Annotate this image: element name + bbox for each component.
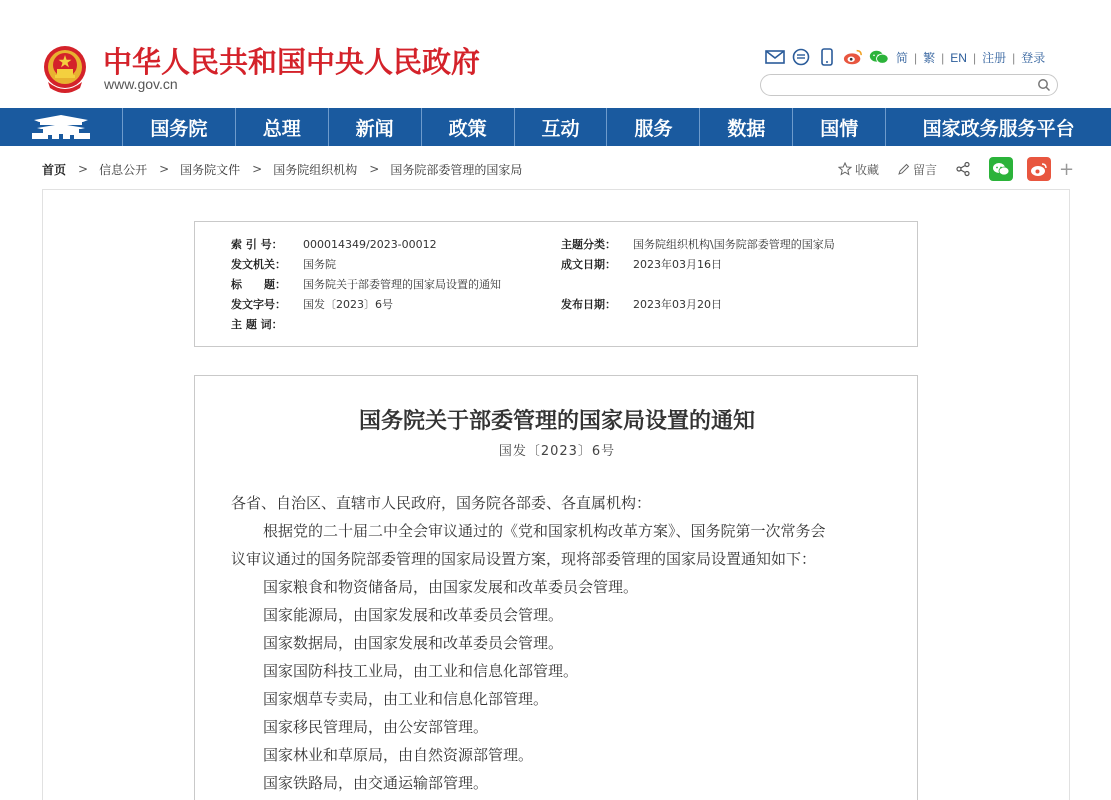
info-published-row — [561, 296, 722, 312]
nav-item-data[interactable]: 数据 — [700, 108, 793, 146]
intro-paragraph-line: 根据党的二十届二中全会审议通过的《党和国家机构改革方案》、国务院第一次常务会 — [263, 522, 826, 540]
nav-item-policy[interactable]: 政策 — [422, 108, 515, 146]
info-value: 国发〔2023〕6号 — [303, 298, 393, 311]
site-header — [0, 0, 1111, 108]
link-separator: | — [941, 50, 945, 65]
info-label: 发文机关： — [231, 258, 286, 271]
info-issuer-row — [231, 256, 336, 272]
chevron-right-icon: > — [78, 162, 89, 176]
info-index-row — [231, 236, 437, 252]
search-input[interactable] — [771, 76, 1041, 96]
message-icon[interactable] — [791, 47, 811, 67]
nav-item-news[interactable]: 新闻 — [329, 108, 422, 146]
info-value: 国务院组织机构\国务院部委管理的国家局 — [633, 238, 835, 251]
tiananmen-home-icon — [28, 114, 94, 140]
simplified-chinese-link[interactable]: 简 — [896, 51, 909, 65]
wechat-icon — [992, 162, 1010, 177]
document-info-box — [194, 221, 918, 347]
info-docno-row — [231, 296, 393, 312]
nav-item-service-platform[interactable]: 国家政务服务平台 — [922, 117, 1075, 140]
comment-button[interactable] — [897, 161, 937, 178]
info-value: 2023年03月20日 — [633, 298, 722, 311]
info-keywords-row — [231, 316, 303, 332]
info-label: 标 题： — [231, 278, 286, 291]
share-icon — [955, 161, 971, 177]
main-nav — [0, 108, 1111, 146]
info-label: 发布日期： — [561, 298, 616, 311]
list-item: 国家数据局，由国家发展和改革委员会管理。 — [263, 634, 564, 652]
share-wechat-button[interactable] — [989, 157, 1013, 181]
info-label: 成文日期： — [561, 258, 616, 271]
share-button[interactable] — [955, 161, 971, 177]
salutation: 各省、自治区、直辖市人民政府，国务院各部委、各直属机构： — [231, 494, 652, 512]
wechat-icon[interactable] — [869, 47, 889, 67]
article-title: 国务院关于部委管理的国家局设置的通知 — [358, 409, 755, 434]
link-separator: | — [914, 50, 918, 65]
link-separator: | — [1012, 50, 1016, 65]
star-icon — [838, 162, 852, 176]
nav-home[interactable] — [0, 108, 123, 146]
list-item: 国家粮食和物资储备局，由国家发展和改革委员会管理。 — [263, 578, 639, 596]
top-links — [896, 49, 1045, 66]
top-icon-bar — [765, 46, 889, 68]
breadcrumb-state-council-docs[interactable]: 国务院文件 — [180, 162, 241, 177]
english-link[interactable]: EN — [950, 50, 967, 65]
nav-item-national-info[interactable]: 国情 — [793, 108, 886, 146]
national-emblem-icon[interactable] — [42, 44, 88, 94]
info-label: 索 引 号： — [231, 238, 283, 251]
weibo-icon[interactable] — [843, 47, 863, 67]
site-url[interactable]: www.gov.cn — [104, 76, 178, 92]
info-label: 主题分类： — [561, 238, 616, 251]
chevron-right-icon: > — [252, 162, 263, 176]
breadcrumb-info-disclosure[interactable]: 信息公开 — [99, 162, 148, 177]
info-topic-row — [561, 236, 835, 252]
nav-item-state-council[interactable]: 国务院 — [123, 108, 236, 146]
register-link[interactable]: 注册 — [982, 51, 1007, 65]
list-item: 国家能源局，由国家发展和改革委员会管理。 — [263, 606, 564, 624]
nav-item-premier[interactable]: 总理 — [236, 108, 329, 146]
list-item: 国家铁路局，由交通运输部管理。 — [263, 774, 489, 792]
more-share-icon[interactable]: + — [1059, 158, 1075, 180]
chevron-right-icon: > — [369, 162, 380, 176]
info-label: 主 题 词： — [231, 318, 283, 331]
breadcrumb-organizations[interactable]: 国务院组织机构 — [273, 162, 358, 177]
list-item: 国家移民管理局，由公安部管理。 — [263, 718, 489, 736]
article-doc-number: 国发〔2023〕6号 — [498, 444, 616, 459]
article-tools — [838, 156, 1074, 182]
info-value: 国务院关于部委管理的国家局设置的通知 — [303, 278, 501, 291]
info-created-row — [561, 256, 722, 272]
favorite-label: 收藏 — [855, 162, 880, 177]
list-item: 国家林业和草原局，由自然资源部管理。 — [263, 746, 534, 764]
list-item: 国家国防科技工业局，由工业和信息化部管理。 — [263, 662, 579, 680]
phone-icon[interactable] — [817, 47, 837, 67]
breadcrumb-national-bureaus[interactable]: 国务院部委管理的国家局 — [390, 162, 523, 177]
site-title[interactable]: 中华人民共和国中央人民政府 — [103, 45, 481, 79]
mail-icon[interactable] — [765, 47, 785, 67]
info-value: 国务院 — [303, 258, 336, 271]
comment-label: 留言 — [913, 162, 938, 177]
traditional-chinese-link[interactable]: 繁 — [923, 51, 936, 65]
breadcrumb — [42, 160, 522, 178]
login-link[interactable]: 登录 — [1021, 51, 1046, 65]
search-box — [760, 74, 1058, 96]
info-value: 2023年03月16日 — [633, 258, 722, 271]
nav-item-services[interactable]: 服务 — [607, 108, 700, 146]
info-value: 000014349/2023-00012 — [303, 237, 437, 251]
info-title-row — [231, 276, 501, 292]
nav-item-interaction[interactable]: 互动 — [515, 108, 608, 146]
share-weibo-button[interactable] — [1027, 157, 1051, 181]
weibo-icon — [1030, 162, 1048, 177]
article-body — [194, 375, 918, 800]
info-label: 发文字号： — [231, 298, 286, 311]
list-item: 国家烟草专卖局，由工业和信息化部管理。 — [263, 690, 549, 708]
search-icon[interactable] — [1037, 77, 1051, 96]
intro-paragraph-line: 议审议通过的国务院部委管理的国家局设置方案，现将部委管理的国家局设置通知如下： — [231, 550, 817, 568]
chevron-right-icon: > — [159, 162, 170, 176]
breadcrumb-home[interactable]: 首页 — [42, 162, 67, 177]
link-separator: | — [972, 50, 977, 65]
pencil-icon — [897, 163, 910, 176]
favorite-button[interactable] — [838, 161, 879, 178]
